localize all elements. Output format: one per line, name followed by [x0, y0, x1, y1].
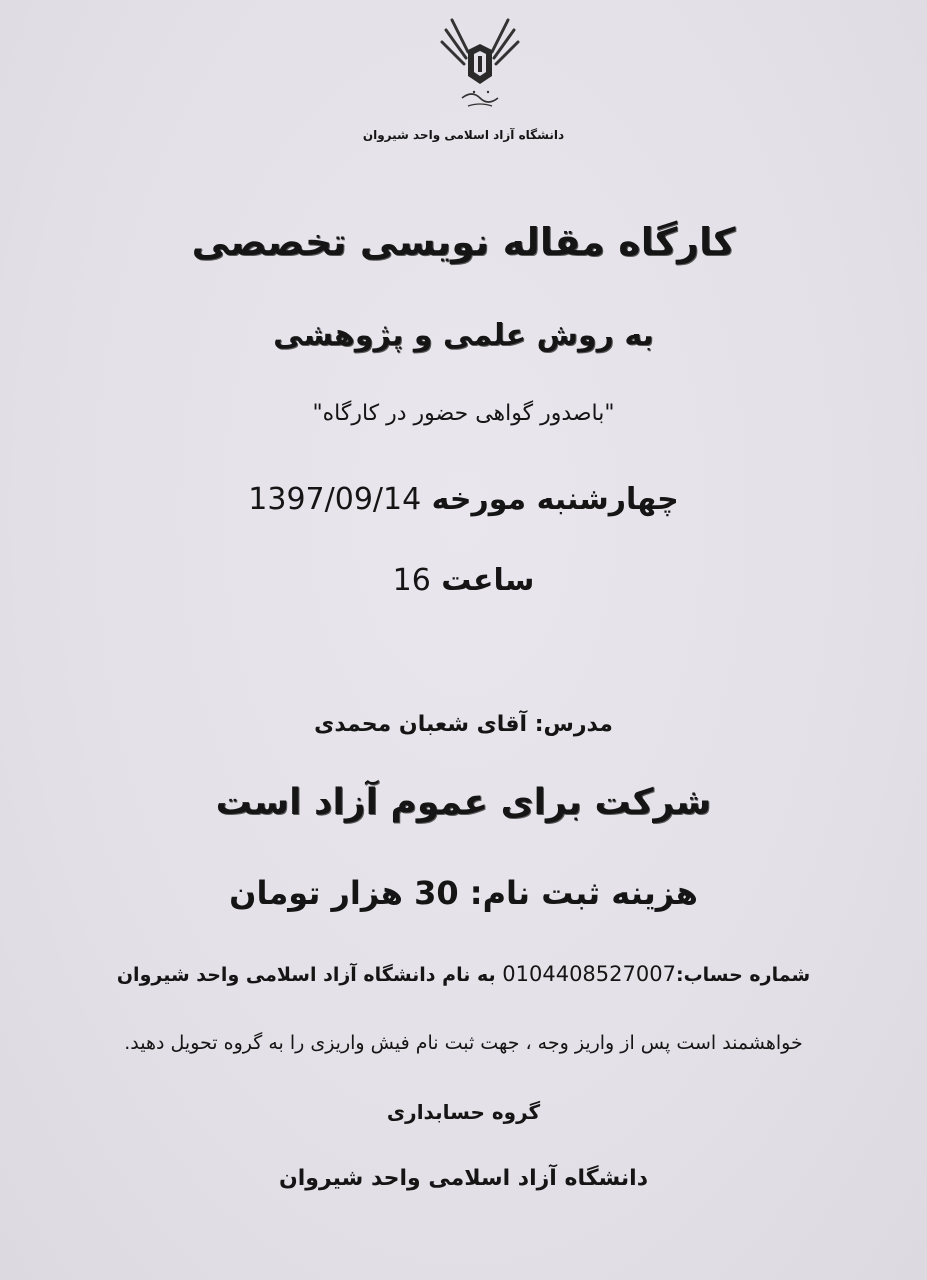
payment-instruction: خواهشمند است پس از واریز وجه ، جهت ثبت نام فیش واریزی را به گروه تحویل دهید. [124, 1032, 803, 1054]
teacher-name: آقای شعبان محمدی [314, 712, 528, 737]
date-label: چهارشنبه مورخه [431, 482, 679, 517]
workshop-subtitle: به روش علمی و پژوهشی [273, 318, 654, 353]
account-line [0, 962, 927, 986]
free-entry-notice: شرکت برای عموم آزاد است [215, 782, 712, 823]
fee-label: هزینه ثبت نام: [469, 874, 698, 912]
fee-line [0, 874, 927, 912]
date-value: 1397/09/14 [248, 482, 422, 517]
teacher-line [0, 712, 927, 737]
workshop-title: کارگاه مقاله نویسی تخصصی [191, 220, 736, 264]
signature-group: گروه حسابداری [386, 1100, 541, 1124]
date-line [0, 482, 927, 517]
time-line [0, 563, 927, 598]
fee-unit: هزار تومان [229, 874, 403, 912]
signature-university: دانشگاه آزاد اسلامی واحد شیروان [278, 1166, 649, 1191]
teacher-label: مدرس: [534, 712, 613, 737]
time-value: 16 [392, 563, 431, 598]
account-label: شماره حساب: [675, 964, 811, 986]
account-suffix: به نام دانشگاه آزاد اسلامی واحد شیروان [116, 964, 496, 986]
fee-amount: 30 [414, 874, 459, 912]
certificate-note: "باصدور گواهی حضور در کارگاه" [312, 401, 615, 426]
logo-caption: دانشگاه آزاد اسلامی واحد شیروان [362, 128, 565, 142]
university-emblem-icon [438, 14, 522, 120]
time-label: ساعت [441, 563, 535, 598]
account-number: 0104408527007 [502, 962, 676, 986]
